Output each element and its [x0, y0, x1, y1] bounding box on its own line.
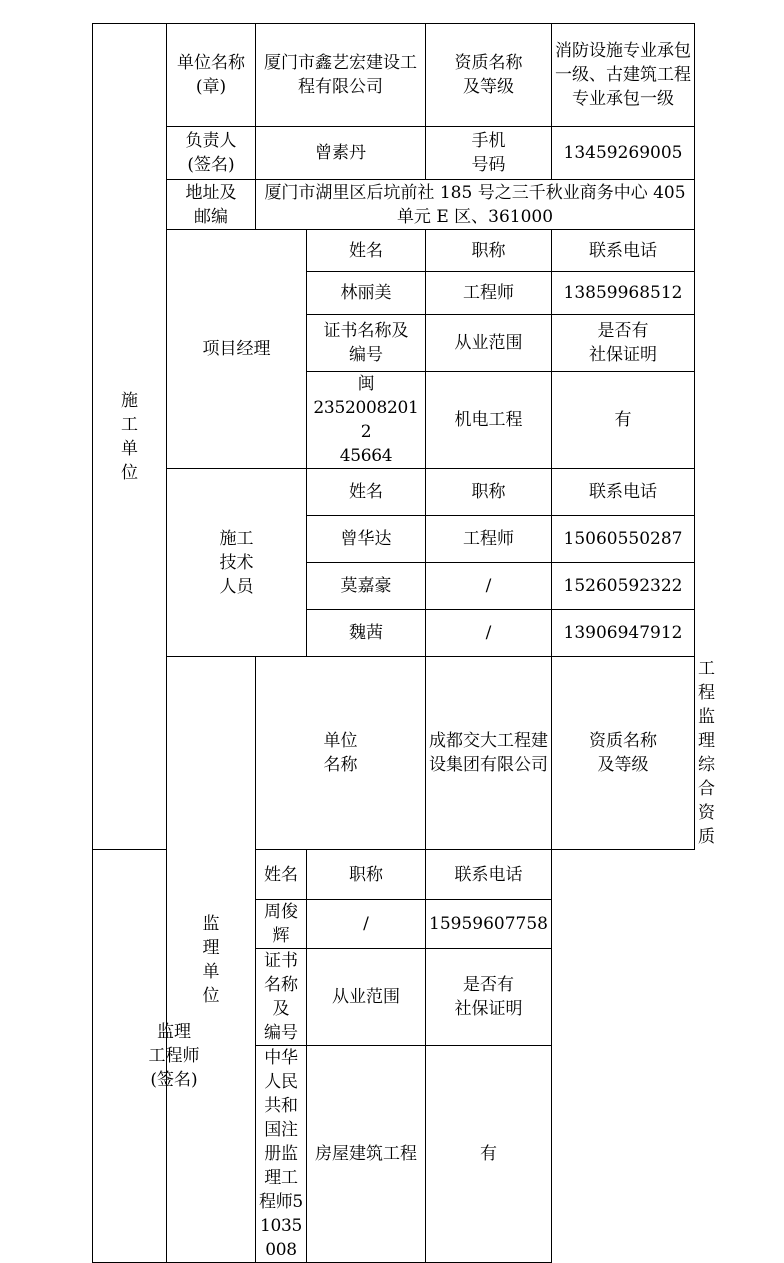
qualification-label: 资质名称 及等级 — [426, 24, 552, 127]
pm-phone: 13859968512 — [552, 272, 695, 315]
address-label: 地址及 邮编 — [167, 180, 256, 230]
mobile-number-value: 13459269005 — [552, 127, 695, 180]
pm-social-label: 是否有 社保证明 — [552, 315, 695, 372]
pm-cert-label: 证书名称及 编号 — [307, 315, 426, 372]
responsible-person-value: 曾素丹 — [256, 127, 426, 180]
tech-staff-title: / — [426, 563, 552, 610]
sup-scope-label: 从业范围 — [307, 949, 426, 1046]
supervision-unit-section-label: 监理单位 — [167, 657, 256, 1263]
pm-social-value: 有 — [552, 372, 695, 469]
sup-social-value: 有 — [426, 1046, 552, 1263]
unit-name-value: 厦门市鑫艺宏建设工程有限公司 — [256, 24, 426, 127]
tech-staff-phone: 15260592322 — [552, 563, 695, 610]
pm-title: 工程师 — [426, 272, 552, 315]
registration-form-table: 施工单位 单位名称 (章) 厦门市鑫艺宏建设工程有限公司 资质名称 及等级 消防设施专业承包一级、古建筑工程专业承包一级 负责人 (签名) 曾素丹 手机 号码 13459269005 地址及 邮编 厦门市湖里区后坑前社 185 号之三千秋业商务中心 405 单元 E 区、361000 项目经理 姓名 职称 联系电话 林丽美 工程师 13859968512 证书名称及 编号 从业范围 是否有 社保证明 闽 23520082012 45664 机电工程 有 施工 技术 人员 姓名 职称 联系电话 曾华达 工程师 15060550287 莫嘉豪 / 15260592322 魏茜 / 13906947912 监理单位 单位 名称 成都交大工程建设集团有限公司 资质名称 及等级 工程监理综合 资质 监理 工程师 (签名) 姓名 职称 联系电话 周俊辉 / 15959607758 证书名称及 编号 从业范围 是否有 社保证明 中华人民共和国注册监理工程师51035008 房屋建筑工程 有 — [92, 23, 695, 1263]
technical-staff-label: 施工 技术 人员 — [167, 469, 307, 657]
pm-header-title: 职称 — [426, 230, 552, 272]
sup-header-name: 姓名 — [256, 850, 307, 900]
sup-unit-name-label: 单位 名称 — [256, 657, 426, 850]
pm-header-phone: 联系电话 — [552, 230, 695, 272]
tech-staff-phone: 13906947912 — [552, 610, 695, 657]
qualification-value: 消防设施专业承包一级、古建筑工程专业承包一级 — [552, 24, 695, 127]
tech-staff-phone: 15060550287 — [552, 516, 695, 563]
pm-name: 林丽美 — [307, 272, 426, 315]
sup-engineer-title: / — [307, 900, 426, 949]
project-manager-label: 项目经理 — [167, 230, 307, 469]
mobile-number-label: 手机 号码 — [426, 127, 552, 180]
sup-cert-label: 证书名称及 编号 — [256, 949, 307, 1046]
unit-name-label: 单位名称 (章) — [167, 24, 256, 127]
sup-qualification-label: 资质名称 及等级 — [552, 657, 695, 850]
tech-staff-name: 魏茜 — [307, 610, 426, 657]
tech-staff-name: 莫嘉豪 — [307, 563, 426, 610]
pm-scope-value: 机电工程 — [426, 372, 552, 469]
sup-cert-value: 中华人民共和国注册监理工程师51035008 — [256, 1046, 307, 1263]
responsible-person-label: 负责人 (签名) — [167, 127, 256, 180]
construction-unit-section-label: 施工单位 — [93, 24, 167, 850]
address-value: 厦门市湖里区后坑前社 185 号之三千秋业商务中心 405 单元 E 区、361000 — [256, 180, 695, 230]
sup-unit-name-value: 成都交大工程建设集团有限公司 — [426, 657, 552, 850]
tech-header-phone: 联系电话 — [552, 469, 695, 516]
pm-cert-value: 闽 23520082012 45664 — [307, 372, 426, 469]
sup-engineer-phone: 15959607758 — [426, 900, 552, 949]
sup-engineer-name: 周俊辉 — [256, 900, 307, 949]
pm-scope-label: 从业范围 — [426, 315, 552, 372]
sup-header-title: 职称 — [307, 850, 426, 900]
supervising-engineer-label: 监理 工程师 (签名) — [93, 850, 256, 1263]
sup-scope-value: 房屋建筑工程 — [307, 1046, 426, 1263]
pm-header-name: 姓名 — [307, 230, 426, 272]
tech-header-title: 职称 — [426, 469, 552, 516]
sup-social-label: 是否有 社保证明 — [426, 949, 552, 1046]
sup-header-phone: 联系电话 — [426, 850, 552, 900]
tech-staff-name: 曾华达 — [307, 516, 426, 563]
tech-staff-title: / — [426, 610, 552, 657]
tech-staff-title: 工程师 — [426, 516, 552, 563]
tech-header-name: 姓名 — [307, 469, 426, 516]
